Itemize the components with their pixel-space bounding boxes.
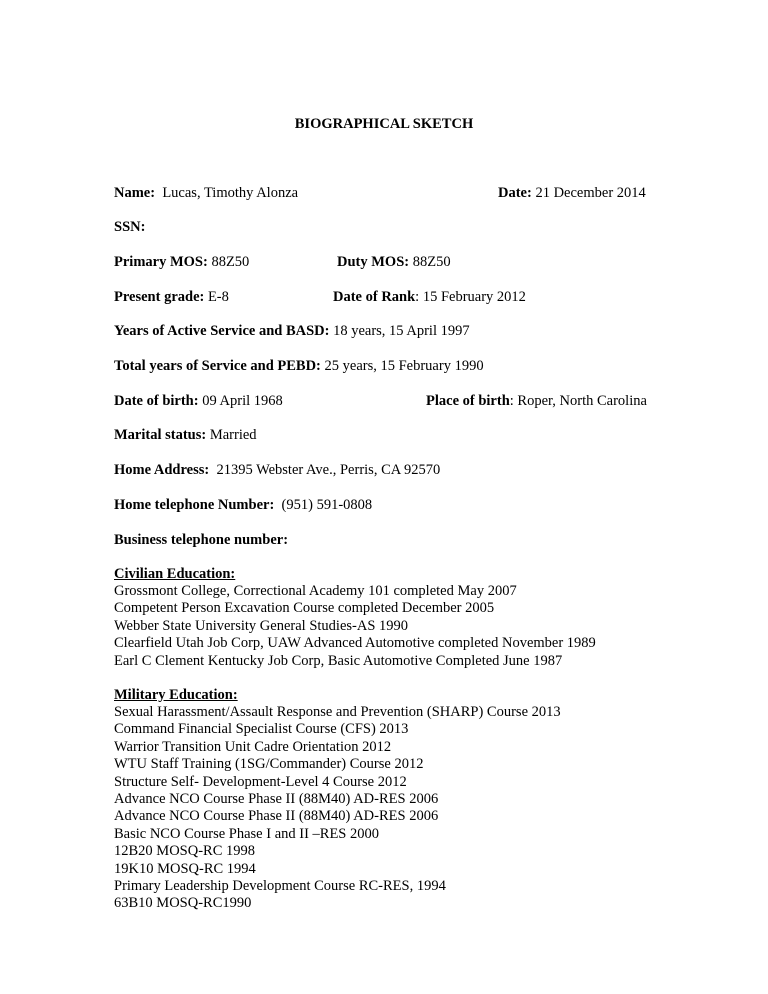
list-item: Warrior Transition Unit Cadre Orientation 2012 — [114, 738, 392, 755]
primary-mos-label: Primary MOS: — [114, 254, 208, 270]
primary-mos-value: 88Z50 — [211, 254, 250, 270]
marital-label: Marital status: — [114, 427, 207, 443]
list-item: Primary Leadership Development Course RC-RES, 1994 — [114, 878, 446, 895]
present-grade-label: Present grade: — [114, 289, 205, 305]
list-item: Structure Self- Development-Level 4 Course 2012 — [114, 773, 407, 790]
military-education-heading: Military Education: — [114, 687, 238, 703]
page-title: BIOGRAPHICAL SKETCH — [294, 116, 474, 132]
total-service-value: 25 years, 15 February 1990 — [324, 358, 484, 374]
date-label: Date: — [498, 185, 532, 201]
duty-mos-label: Duty MOS: — [337, 254, 410, 270]
name-line — [114, 185, 298, 202]
date-of-rank-label: Date of Rank — [333, 289, 416, 305]
active-service-label: Years of Active Service and BASD: — [114, 323, 330, 339]
home-address-label: Home Address: — [114, 462, 210, 478]
marital-value: Married — [209, 427, 257, 443]
marital-line — [114, 427, 257, 444]
date-of-rank-line — [333, 289, 526, 306]
pob-value: : Roper, North Carolina — [509, 393, 647, 409]
home-phone-label: Home telephone Number: — [114, 497, 275, 513]
military-education-list — [114, 704, 561, 913]
business-phone-label: Business telephone number: — [114, 532, 289, 548]
dob-line — [114, 393, 283, 410]
list-item: Basic NCO Course Phase I and II –RES 2000 — [114, 825, 380, 842]
list-item: Clearfield Utah Job Corp, UAW Advanced Automotive completed November 1989 — [114, 635, 596, 652]
duty-mos-line — [337, 254, 451, 271]
list-item: Competent Person Excavation Course completed December 2005 — [114, 600, 495, 617]
name-value: Lucas, Timothy Alonza — [162, 185, 299, 201]
primary-mos-line — [114, 254, 249, 271]
total-service-label: Total years of Service and PEBD: — [114, 358, 321, 374]
civilian-education-heading: Civilian Education: — [114, 566, 236, 582]
ssn-label: SSN: — [114, 219, 146, 235]
total-service-line — [114, 358, 484, 375]
list-item: Command Financial Specialist Course (CFS) 2013 — [114, 721, 409, 738]
list-item: Webber State University General Studies-AS 1990 — [114, 617, 409, 634]
list-item: Grossmont College, Correctional Academy 101 completed May 2007 — [114, 583, 517, 599]
civilian-education-list — [114, 583, 596, 670]
home-phone-line — [114, 497, 372, 514]
present-grade-line — [114, 289, 229, 306]
dob-value: 09 April 1968 — [202, 393, 283, 409]
dob-label: Date of birth: — [114, 393, 199, 409]
list-item: 19K10 MOSQ-RC 1994 — [114, 860, 256, 877]
date-value: 21 December 2014 — [535, 185, 646, 201]
date-of-rank-value: : 15 February 2012 — [415, 289, 526, 305]
home-address-line — [114, 462, 440, 479]
pob-label: Place of birth — [426, 393, 510, 409]
active-service-value: 18 years, 15 April 1997 — [333, 323, 470, 339]
active-service-line — [114, 323, 470, 340]
home-phone-value: (951) 591-0808 — [281, 497, 373, 513]
list-item: WTU Staff Training (1SG/Commander) Course 2012 — [114, 756, 424, 773]
list-item: Sexual Harassment/Assault Response and Prevention (SHARP) Course 2013 — [114, 704, 561, 720]
list-item: Advance NCO Course Phase II (88M40) AD-RES 2006 — [114, 791, 439, 808]
date-line — [498, 185, 646, 202]
list-item: 63B10 MOSQ-RC1990 — [114, 895, 252, 912]
list-item: Earl C Clement Kentucky Job Corp, Basic Automotive Completed June 1987 — [114, 652, 563, 669]
pob-line — [426, 393, 647, 410]
duty-mos-value: 88Z50 — [412, 254, 451, 270]
list-item: Advance NCO Course Phase II (88M40) AD-RES 2006 — [114, 808, 439, 825]
list-item: 12B20 MOSQ-RC 1998 — [114, 843, 255, 860]
name-label: Name: — [114, 185, 156, 201]
present-grade-value: E-8 — [207, 289, 229, 305]
home-address-value: 21395 Webster Ave., Perris, CA 92570 — [216, 462, 441, 478]
